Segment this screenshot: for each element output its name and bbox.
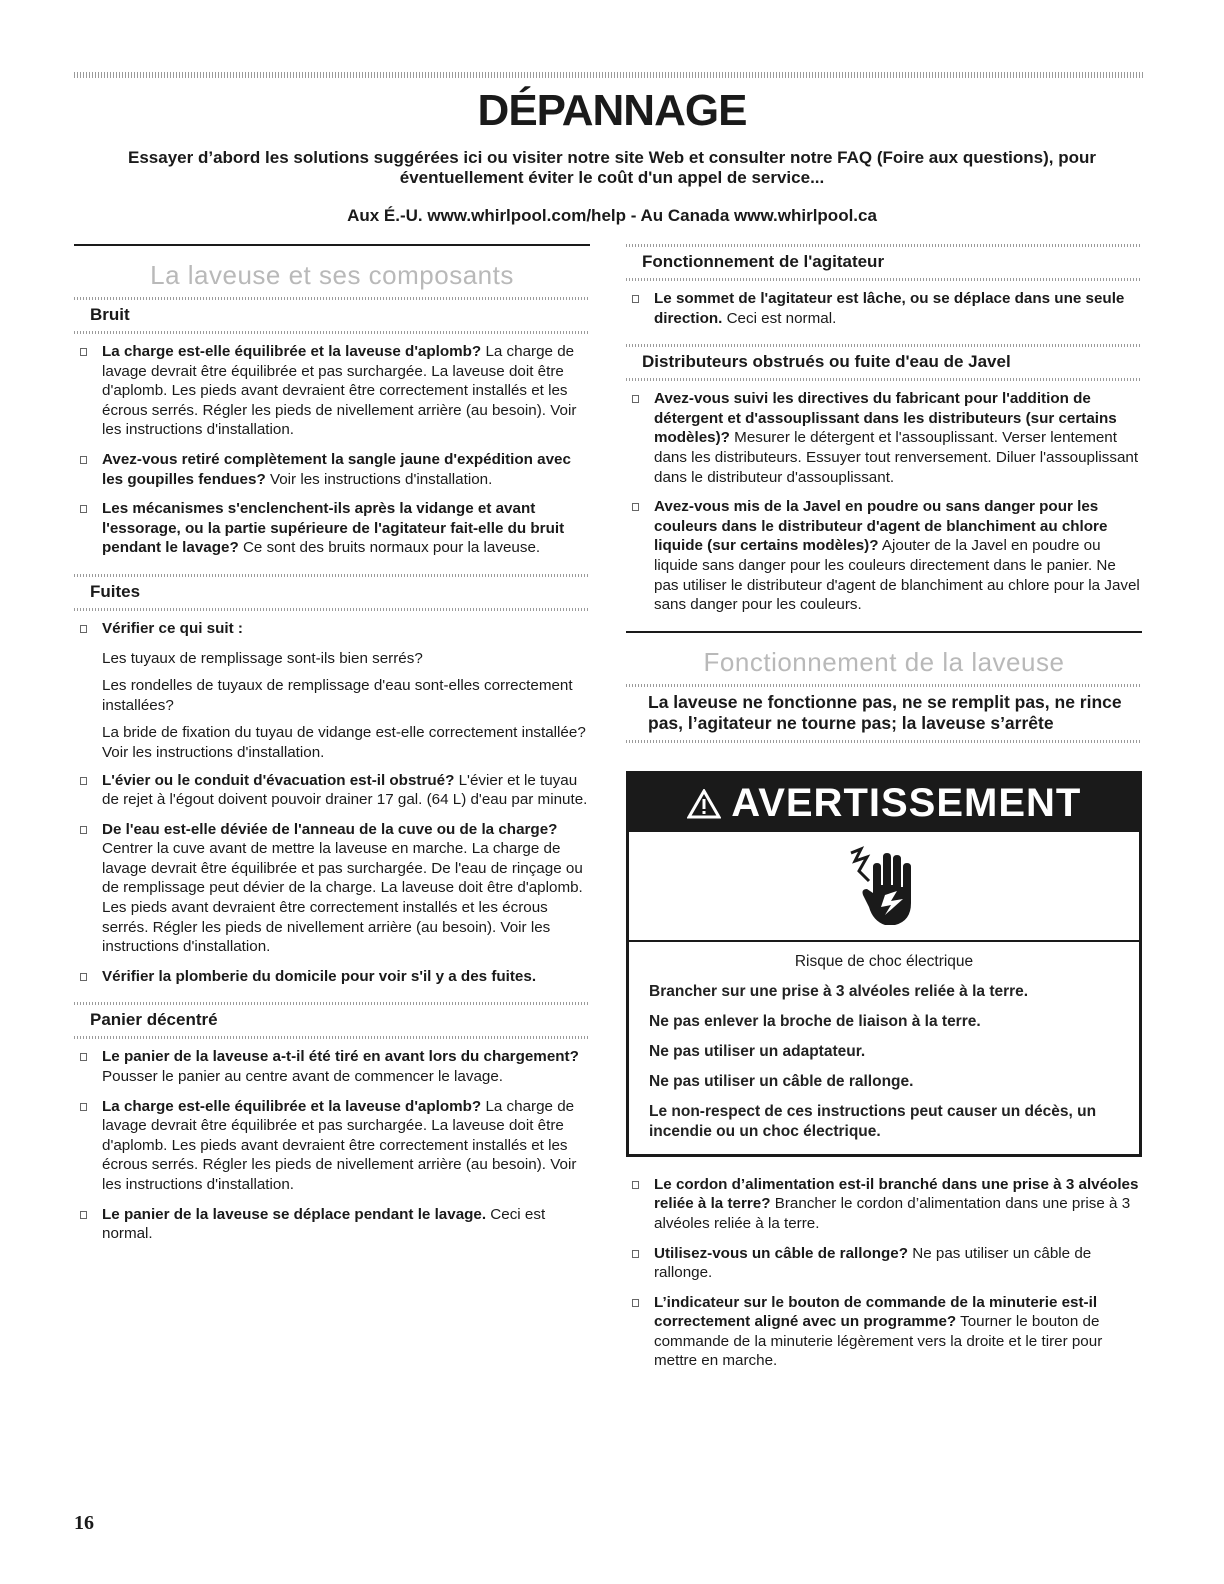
fuites-list [74, 611, 590, 1003]
bruit-list [74, 334, 590, 574]
warning-triangle-icon [687, 789, 721, 819]
bullet-icon [632, 1181, 639, 1189]
bullet-icon [80, 1211, 87, 1219]
bullet-icon [632, 395, 639, 403]
electric-shock-hand-icon [839, 841, 929, 931]
warning-text [629, 942, 1139, 1154]
sub-item: Les tuyaux de remplissage sont-ils bien serrés? [102, 649, 423, 667]
list-item: Le sommet de l'agitateur est lâche, ou se déplace dans une seule direction. Ceci est normal. [626, 289, 1142, 328]
sub-item: Les rondelles de tuyaux de remplissage d'eau sont-elles correctement installées? [102, 677, 573, 714]
bullet-icon [632, 1250, 639, 1258]
bullet-icon [80, 456, 87, 464]
panier-list [74, 1039, 590, 1259]
section-title-washer-parts: La laveuse et ses composants [150, 260, 514, 290]
list-item: Avez-vous mis de la Javel en poudre ou sans danger pour les couleurs dans le distributeur d'agent de blanchiment au chlore liquide (sur certains modèles)? Ajouter de la Javel en poudre ou liquide sans danger pour les couleurs directement dans le panier. Ne pas utiliser le distributeur d'agent de blanchiment au chlore pour la Javel sans danger pour les couleurs. [626, 497, 1142, 615]
warning-icon-area [629, 832, 1139, 942]
left-column [74, 244, 590, 1260]
section-title-washer-operation: Fonctionnement de la laveuse [703, 646, 1065, 677]
bullet-icon [80, 625, 87, 633]
operation-list [626, 1175, 1142, 1387]
list-item: Avez-vous suivi les directives du fabricant pour l'addition de détergent et d'assouplissant dans les distributeurs (sur certains modèles)? Mesurer le détergent et l'assouplissant. Verser lentement dans les distributeurs. Essuyer tout renversement. Diluer l'assouplissant dans le distributeur d'assouplissant. [626, 389, 1142, 487]
subsection-title-bruit: Bruit [90, 305, 130, 324]
list-item: Vérifier la plomberie du domicile pour voir s'il y a des fuites. [74, 967, 590, 987]
subsection-divider [626, 740, 1142, 743]
page-title: DÉPANNAGE [477, 86, 747, 135]
list-item: L'évier ou le conduit d'évacuation est-il obstrué? L'évier et le tuyau de rejet à l'égout doivent pouvoir drainer 17 gal. (64 L) d'eau par minute. [74, 771, 590, 810]
list-item: Avez-vous retiré complètement la sangle jaune d'expédition avec les goupilles fendues? Voir les instructions d'installation. [74, 450, 590, 489]
bullet-icon [632, 295, 639, 303]
bullet-icon [632, 1299, 639, 1307]
subsection-title-fuites: Fuites [90, 581, 141, 601]
list-item: Utilisez-vous un câble de rallonge? Ne pas utiliser un câble de rallonge. [626, 1244, 1142, 1283]
bullet-icon [80, 348, 87, 356]
page-number: 16 [74, 1512, 94, 1534]
intro-text: Essayer d’abord les solutions suggérées ici ou visiter notre site Web et consulter notre FAQ (Foire aux questions), pour éventuellement éviter le coût d'un appel de service... [128, 148, 1096, 187]
list-item: Le cordon d’alimentation est-il branché dans une prise à 3 alvéoles reliée à la terre? Brancher le cordon d’alimentation dans une prise à 3 alvéoles reliée à la terre. [626, 1175, 1142, 1234]
list-item: Le panier de la laveuse a-t-il été tiré en avant lors du chargement? Pousser le panier au centre avant de commencer le lavage. [74, 1047, 590, 1086]
bullet-icon [80, 777, 87, 785]
warning-line: Ne pas utiliser un adaptateur. [649, 1042, 866, 1060]
subsection-title-distributeurs: Distributeurs obstrués ou fuite d'eau de Javel [642, 352, 1011, 372]
list-item: La charge est-elle équilibrée et la laveuse d'aplomb? La charge de lavage devrait être équilibrée et pas surchargée. La laveuse doit être d'aplomb. Les pieds avant devraient être correctement installés et les écrous serrés. Régler les pieds de nivellement arrière (au besoin). Voir les instructions d'installation. [74, 1097, 590, 1195]
warning-line: Le non-respect de ces instructions peut causer un décès, un incendie ou un choc électrique. [649, 1102, 1097, 1140]
bullet-icon [80, 973, 87, 981]
warning-risk: Risque de choc électrique [794, 952, 974, 970]
list-item: L’indicateur sur le bouton de commande de la minuterie est-il correctement aligné avec un programme? Tourner le bouton de commande de la minuterie légèrement vers la droite et le tirer pour mettre en marche. [626, 1293, 1142, 1371]
list-item: Le panier de la laveuse se déplace pendant le lavage. Ceci est normal. [74, 1205, 590, 1244]
section-rule [74, 244, 590, 246]
subsection-title-panier: Panier décentré [90, 1010, 218, 1030]
list-item: Les mécanismes s'enclenchent-ils après la vidange et avant l'essorage, ou la partie supérieure de l'agitateur fait-elle du bruit pendant le lavage? Ce sont des bruits normaux pour la laveuse. [74, 499, 590, 558]
bullet-icon [632, 503, 639, 511]
distributeurs-list [626, 381, 1142, 631]
bullet-icon [80, 505, 87, 513]
list-item: La charge est-elle équilibrée et la laveuse d'aplomb? La charge de lavage devrait être équilibrée et pas surchargée. La laveuse doit être d'aplomb. Les pieds avant devraient être correctement installés et les écrous serrés. Régler les pieds de nivellement arrière (au besoin). Voir les instructions d'installation. [74, 342, 590, 440]
sub-item: La bride de fixation du tuyau de vidange est-elle correctement installée? Voir les instructions d'installation. [102, 724, 586, 761]
warning-line: Ne pas enlever la broche de liaison à la terre. [649, 1012, 981, 1030]
list-item: De l'eau est-elle déviée de l'anneau de la cuve ou de la charge? Centrer la cuve avant de mettre la laveuse en marche. La charge de lavage devrait être équilibrée et pas surchargée. De l'eau de rinçage ou de remplissage peut dévier de la charge. La laveuse doit être d'aplomb. Les pieds avant devraient être correctement installés et les écrous serrés. Régler les pieds de nivellement arrière (au besoin). Voir les instructions d'installation. [74, 820, 590, 957]
list-item: Vérifier ce qui suit : [74, 619, 590, 639]
operation-subheading: La laveuse ne fonctionne pas, ne se remplit pas, ne rince pas, l’agitateur ne tourne pas; la laveuse s’arrête [648, 691, 1122, 733]
warning-line: Ne pas utiliser un câble de rallonge. [649, 1072, 914, 1090]
section-rule [626, 631, 1142, 633]
agitateur-list [626, 281, 1142, 344]
top-divider [74, 72, 1144, 78]
bullet-icon [80, 826, 87, 834]
warning-line: Brancher sur une prise à 3 alvéoles reliée à la terre. [649, 982, 1029, 1000]
bullet-icon [80, 1053, 87, 1061]
right-column [626, 244, 1142, 1387]
warning-box [626, 771, 1142, 1157]
support-urls: Aux É.-U. www.whirlpool.com/help - Au Canada www.whirlpool.ca [347, 206, 877, 225]
warning-header: AVERTISSEMENT [629, 774, 1139, 832]
bullet-icon [80, 1103, 87, 1111]
subsection-title-agitateur: Fonctionnement de l'agitateur [642, 252, 885, 271]
